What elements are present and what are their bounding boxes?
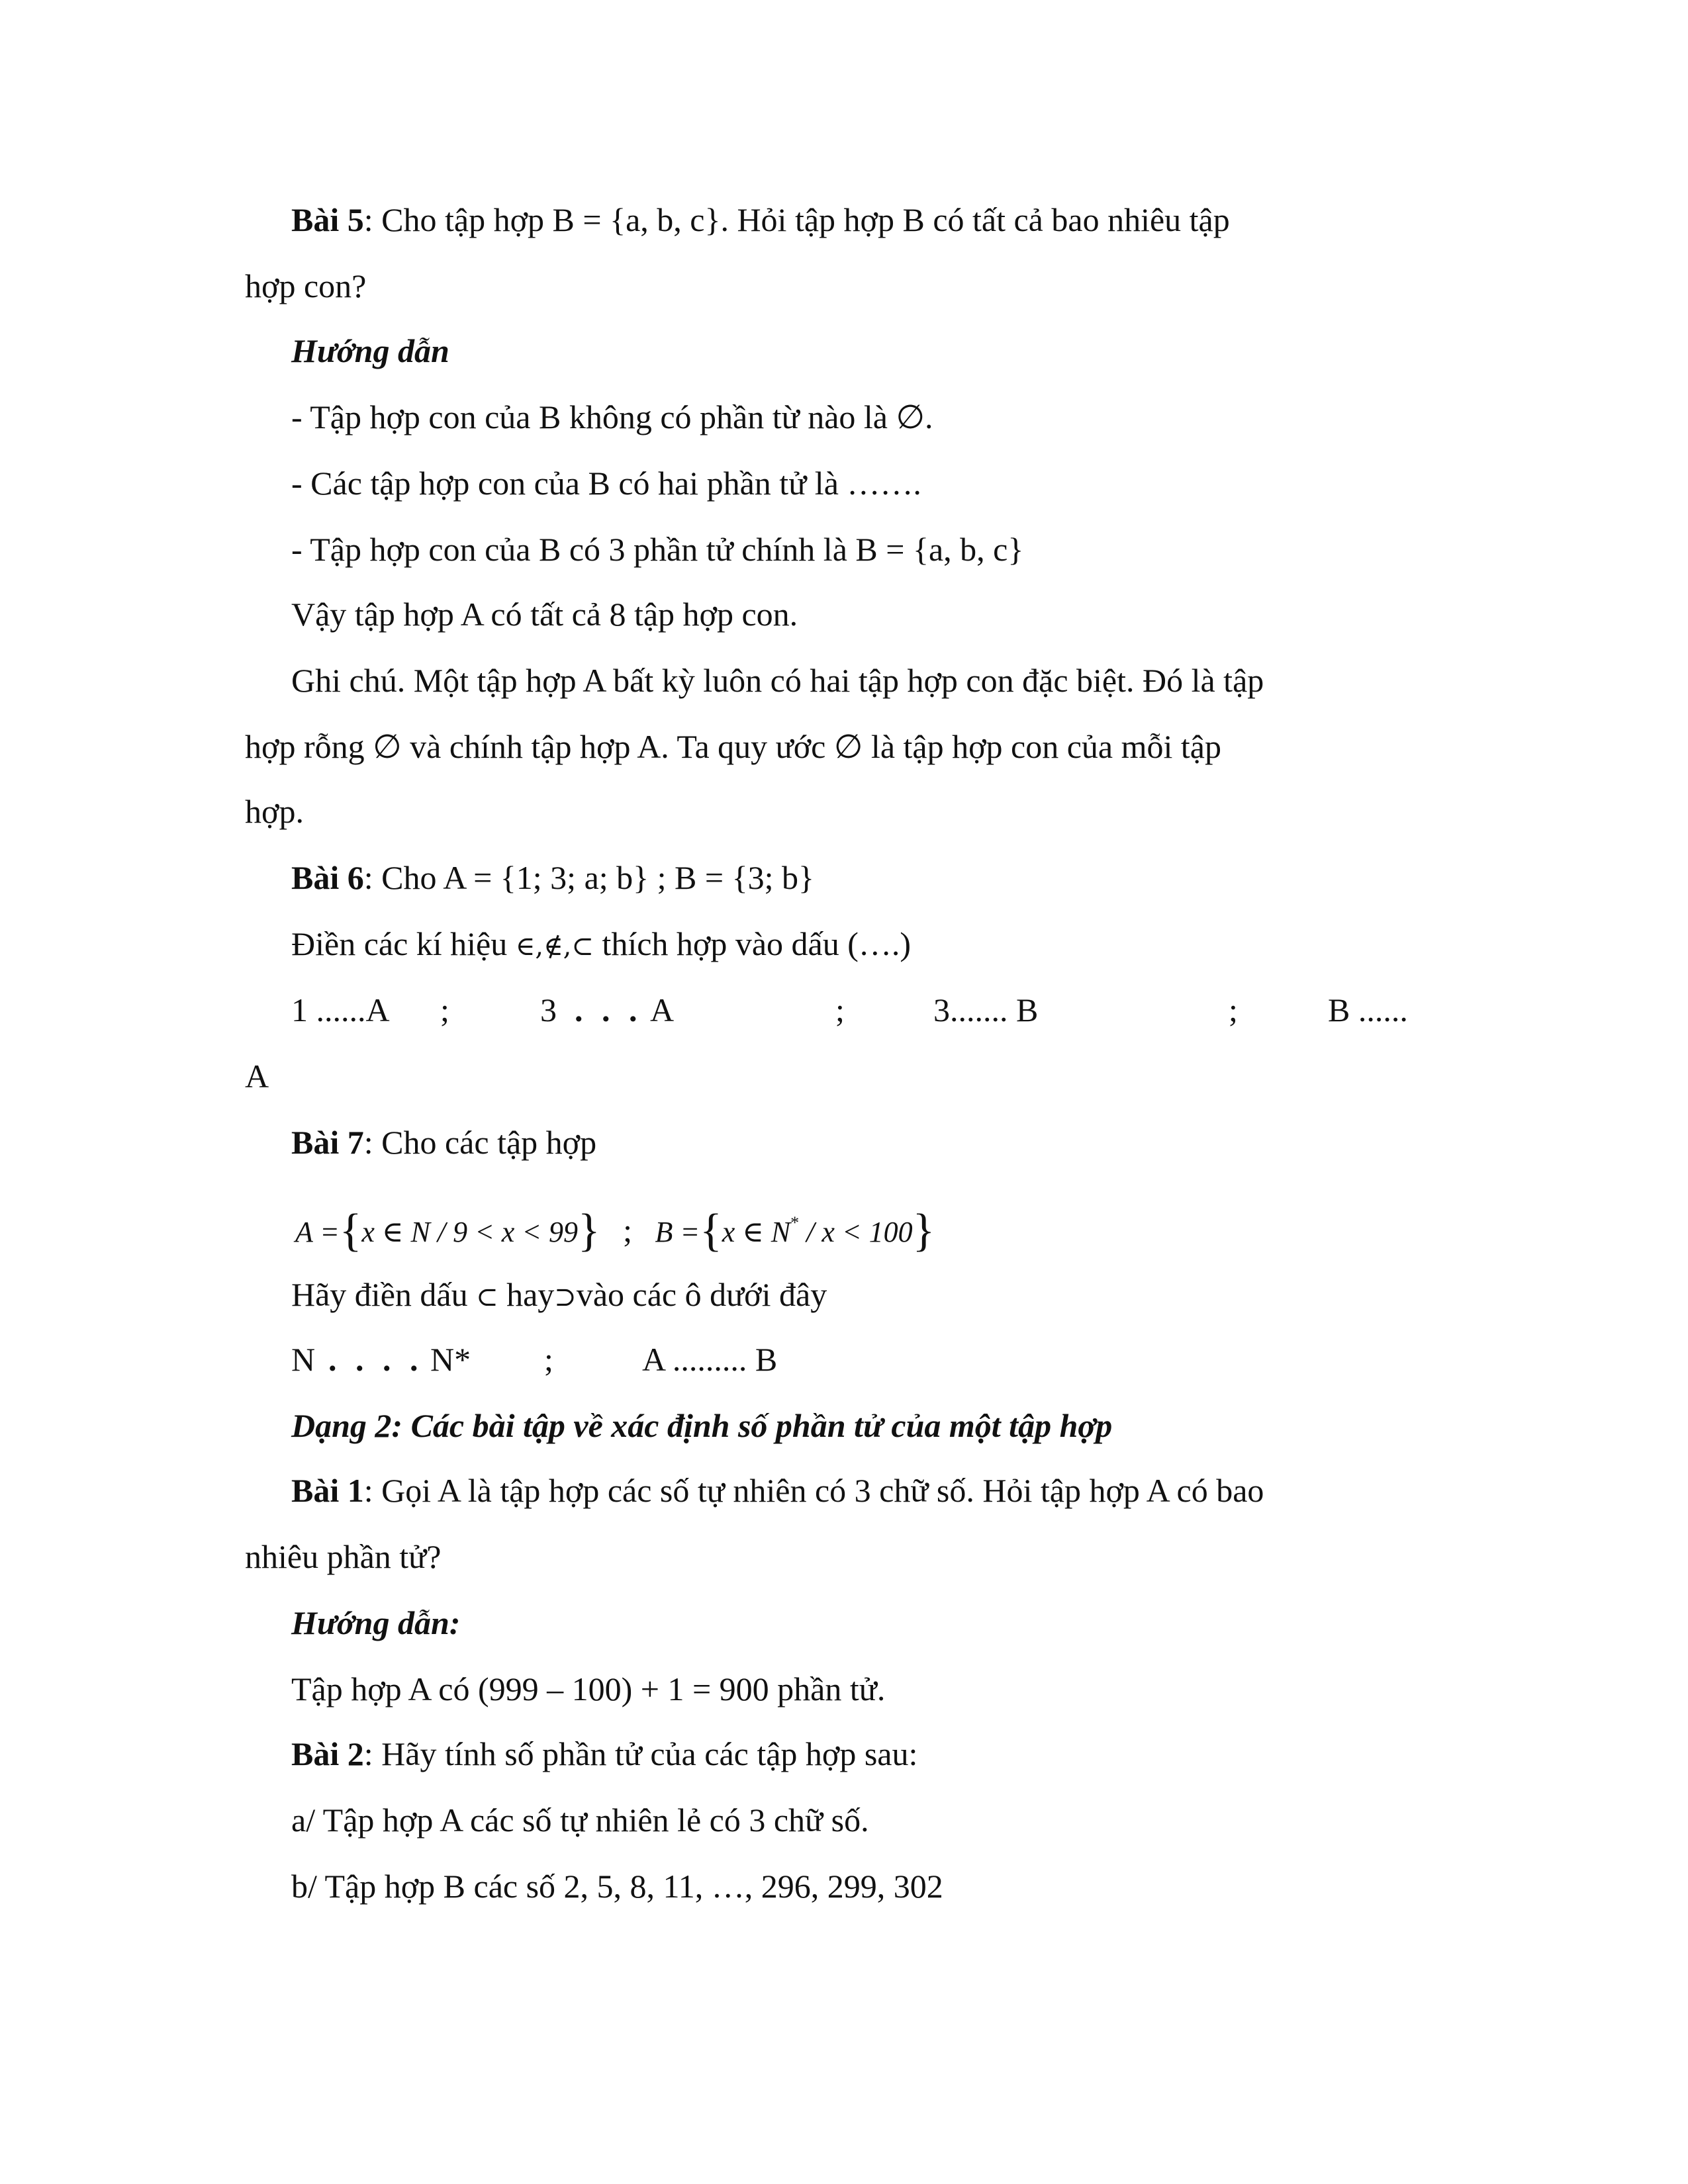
bai6-label: Bài 6 <box>291 859 364 896</box>
dang2-bai2-heading <box>291 1734 1436 1775</box>
bai5-heading <box>291 200 1230 241</box>
bai6-heading <box>291 858 1436 899</box>
bai7-row-nstar: N* <box>430 1341 471 1378</box>
bai6-item-2-set: A <box>650 991 675 1028</box>
bai7-heading <box>291 1122 1436 1163</box>
bai7-label: Bài 7 <box>291 1124 364 1161</box>
bai5-label: Bài 5 <box>291 201 364 238</box>
subset-symbol: ⊂ <box>476 1282 498 1312</box>
set-b-body-1: x ∈ N <box>722 1216 791 1248</box>
set-b-name: B = <box>655 1216 700 1248</box>
bai7-row-n: N <box>291 1341 316 1378</box>
bai5-text-1: : Cho tập hợp B = {a, b, c}. Hỏi tập hợp B có tất cả bao nhiêu tập <box>363 201 1230 238</box>
dang2-bai2-label: Bài 2 <box>291 1735 364 1772</box>
bai5-note-line-1: Ghi chú. Một tập hợp A bất kỳ luôn có hai tập hợp con đặc biệt. Đó là tập <box>291 662 1264 699</box>
set-b-open-brace: { <box>700 1205 722 1256</box>
dang2-bai1-line-2: nhiêu phần tử? <box>245 1538 442 1575</box>
bai6-sep-2: ; <box>835 991 845 1028</box>
bai5-step-2: - Các tập hợp con của B có hai phần tử là ……. <box>291 465 921 502</box>
superset-symbol: ⊃ <box>554 1282 577 1312</box>
bai5-line-2: hợp con? <box>245 267 367 304</box>
bai7-set-definitions <box>295 1197 1440 1256</box>
bai5-note-line-2: hợp rỗng ∅ và chính tập hợp A. Ta quy ước ∅ là tập hợp con của mỗi tập <box>245 728 1221 765</box>
dang2-bai1-line-1 <box>291 1471 1436 1512</box>
bai6-text: : Cho A = {1; 3; a; b} ; B = {3; b} <box>363 859 814 896</box>
bai7-instruction-post: vào các ô dưới đây <box>576 1276 827 1313</box>
dang2-bai2-b: b/ Tập hợp B các số 2, 5, 8, 11, …, 296, 299, 302 <box>291 1868 943 1905</box>
bai6-instruction-post: thích hợp vào dấu (….) <box>593 925 912 962</box>
bai7-instruction-mid: hay <box>498 1276 555 1313</box>
bai5-step-1: - Tập hợp con của B không có phần từ nào là ∅. <box>291 398 933 435</box>
bai6-item-1: 1 ......A <box>291 991 390 1028</box>
dang2-bai2-text: : Hãy tính số phần tử của các tập hợp sau: <box>363 1735 918 1772</box>
dang2-guide-text: Tập hợp A có (999 – 100) + 1 = 900 phần tử. <box>291 1670 886 1707</box>
bai6-fill-row <box>0 990 1688 1031</box>
bai6-symbols: ∈,∉,⊂ <box>515 931 594 962</box>
bai5-line-1 <box>291 200 1436 241</box>
bai7-instruction-pre: Hãy điền dấu <box>291 1276 477 1313</box>
bai7-fill-row <box>0 1340 1688 1381</box>
bai6-sep-3: ; <box>1229 991 1238 1028</box>
set-b-close-brace: } <box>912 1205 935 1256</box>
set-a-open-brace: { <box>339 1205 362 1256</box>
bai5-note-line-3: hợp. <box>245 793 304 830</box>
dang2-bai1-text-1: : Gọi A là tập hợp các số tự nhiên có 3 chữ số. Hỏi tập hợp A có bao <box>363 1472 1264 1509</box>
bai6-wrap: A <box>245 1058 269 1095</box>
bai6-sep-1: ; <box>440 991 449 1028</box>
bai5-conclusion: Vậy tập hợp A có tất cả 8 tập hợp con. <box>291 596 798 633</box>
bai6-item-4: B ...... <box>1328 991 1408 1028</box>
set-b-body-2: / x < 100 <box>799 1216 913 1248</box>
set-a-body: x ∈ N / 9 < x < 99 <box>361 1216 578 1248</box>
bai6-instruction <box>291 924 1436 965</box>
set-separator: ; <box>623 1212 632 1249</box>
set-a-close-brace: } <box>577 1205 600 1256</box>
bai6-item-3: 3....... B <box>933 991 1039 1028</box>
bai5-guide-title: Hướng dẫn <box>291 332 449 369</box>
bai7-row-sep: ; <box>544 1341 553 1378</box>
bai7-row-dots: . . . . <box>328 1341 424 1378</box>
bai6-item-2-dots: . . . <box>575 991 643 1028</box>
bai7-instruction <box>291 1275 1436 1316</box>
set-b-sup: * <box>790 1213 800 1232</box>
set-a-name: A = <box>295 1216 340 1248</box>
bai6-instruction-pre: Điền các kí hiệu <box>291 925 516 962</box>
bai7-text: : Cho các tập hợp <box>363 1124 597 1161</box>
bai7-row-ab: A ......... B <box>642 1341 778 1378</box>
dang2-title: Dạng 2: Các bài tập về xác định số phần tử của một tập hợp <box>291 1407 1113 1444</box>
dang2-guide-title: Hướng dẫn: <box>291 1604 461 1641</box>
dang2-bai1-label: Bài 1 <box>291 1472 364 1509</box>
bai6-item-2-num: 3 <box>540 991 557 1028</box>
dang2-bai2-a: a/ Tập hợp A các số tự nhiên lẻ có 3 chữ số. <box>291 1801 869 1839</box>
bai5-step-3: - Tập hợp con của B có 3 phần tử chính là B = {a, b, c} <box>291 531 1024 568</box>
